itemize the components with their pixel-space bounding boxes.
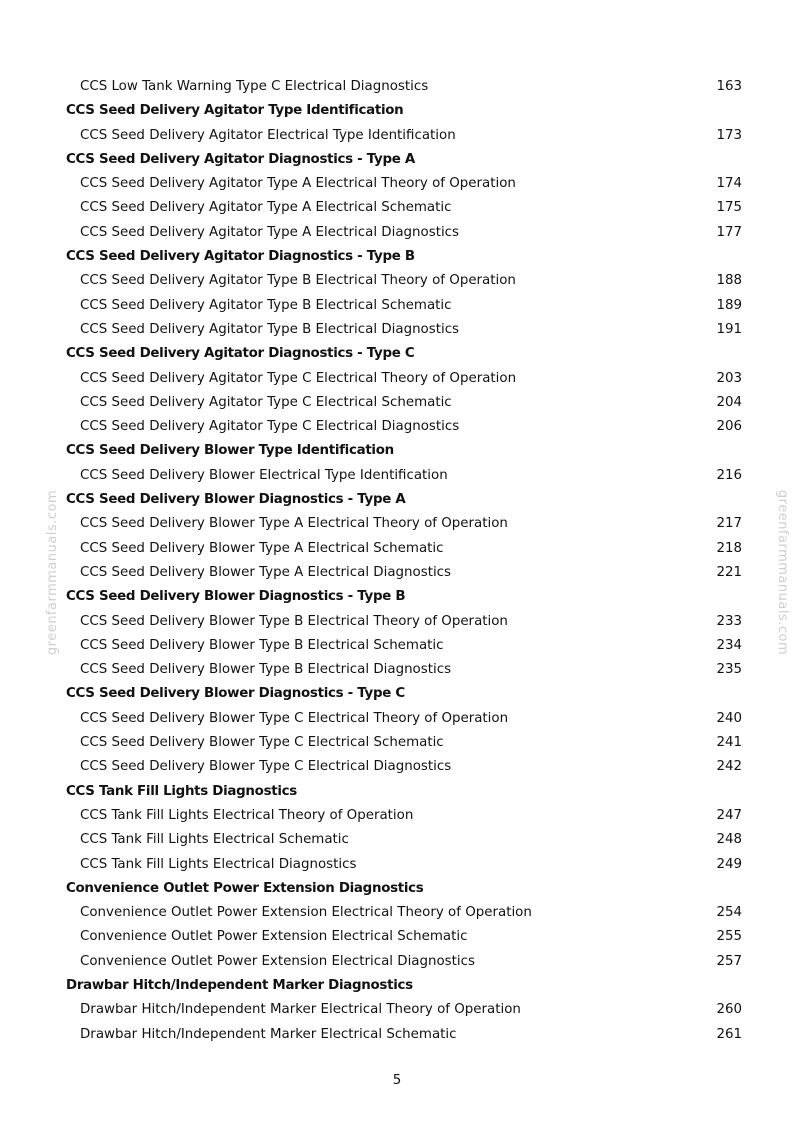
toc-page-number: 221: [716, 564, 742, 580]
toc-page-number: 249: [716, 856, 742, 872]
toc-page-number: 216: [716, 467, 742, 483]
toc-entry[interactable]: [66, 464, 742, 488]
toc-title: CCS Seed Delivery Blower Diagnostics - Type C: [66, 686, 405, 702]
toc-page-number: 254: [716, 905, 742, 921]
toc-entry[interactable]: [66, 731, 742, 755]
toc-title: CCS Seed Delivery Blower Type A Electrical Diagnostics: [80, 564, 452, 580]
toc-title: CCS Seed Delivery Agitator Diagnostics - Type A: [66, 151, 415, 167]
toc-page-number: 206: [716, 419, 742, 435]
toc-page-number: 163: [716, 79, 742, 94]
toc-title: Drawbar Hitch/Independent Marker Electrical Theory of Operation: [80, 1002, 521, 1018]
toc-section-heading: [66, 877, 742, 901]
toc-page-number: 203: [716, 370, 742, 386]
toc-entry[interactable]: [66, 561, 742, 585]
toc-title: CCS Seed Delivery Blower Type C Electrical Theory of Operation: [80, 710, 509, 726]
page-number: 5: [392, 1073, 402, 1088]
watermark-right: greenfarmmanuals.com: [775, 489, 791, 656]
toc-entry[interactable]: [66, 512, 742, 536]
toc-entry[interactable]: [66, 391, 742, 415]
toc-entry[interactable]: [66, 998, 742, 1022]
toc-page-number: 234: [716, 637, 742, 653]
toc-entry[interactable]: [66, 853, 742, 877]
toc-page-number: 247: [716, 807, 742, 823]
toc-title: CCS Seed Delivery Agitator Type A Electrical Diagnostics: [80, 224, 460, 240]
toc-entry[interactable]: [66, 75, 742, 99]
toc-entry[interactable]: [66, 610, 742, 634]
toc-title: CCS Seed Delivery Blower Diagnostics - Type B: [66, 589, 406, 605]
toc-page-number: 188: [716, 273, 742, 289]
toc-title: Convenience Outlet Power Extension Diagnostics: [66, 880, 424, 896]
toc-title: CCS Seed Delivery Blower Type B Electrical Diagnostics: [80, 662, 452, 678]
toc-entry[interactable]: [66, 172, 742, 196]
toc-title: CCS Seed Delivery Agitator Type B Electrical Schematic: [80, 297, 452, 313]
toc-entry[interactable]: [66, 269, 742, 293]
toc-title: CCS Seed Delivery Agitator Electrical Type Identification: [80, 127, 456, 143]
toc-section-heading: [66, 439, 742, 463]
toc-title: CCS Seed Delivery Blower Type C Electrical Schematic: [80, 735, 444, 751]
toc-entry[interactable]: [66, 658, 742, 682]
toc-page-number: 233: [716, 613, 742, 629]
toc-page-number: 248: [716, 832, 742, 848]
toc-page-number: 189: [716, 297, 742, 313]
toc-entry[interactable]: [66, 318, 742, 342]
toc-page-number: 261: [716, 1026, 742, 1042]
toc-title: CCS Seed Delivery Blower Electrical Type Identification: [80, 467, 448, 483]
toc-title: CCS Seed Delivery Blower Type B Electrical Theory of Operation: [80, 613, 508, 629]
toc-page-number: 218: [716, 540, 742, 556]
toc-page-number: 217: [716, 516, 742, 532]
toc-title: CCS Seed Delivery Agitator Type B Electrical Theory of Operation: [80, 273, 516, 289]
toc-section-heading: [66, 99, 742, 123]
toc-title: CCS Tank Fill Lights Diagnostics: [66, 783, 297, 799]
toc-page-number: 240: [716, 710, 742, 726]
toc-page-number: 173: [716, 127, 742, 143]
toc-page-number: 241: [716, 735, 742, 751]
toc-section-heading: [66, 682, 742, 706]
toc-entry[interactable]: [66, 196, 742, 220]
toc-title: CCS Seed Delivery Agitator Type C Electrical Schematic: [80, 394, 452, 410]
toc-title: CCS Seed Delivery Agitator Diagnostics - Type C: [66, 346, 415, 362]
toc-title: Convenience Outlet Power Extension Electrical Theory of Operation: [80, 905, 532, 921]
toc-title: CCS Tank Fill Lights Electrical Schematic: [80, 832, 349, 848]
toc-entry[interactable]: [66, 828, 742, 852]
toc-title: CCS Seed Delivery Blower Type A Electrical Schematic: [80, 540, 444, 556]
toc-title: CCS Seed Delivery Blower Diagnostics - Type A: [66, 492, 406, 508]
toc-entry[interactable]: [66, 707, 742, 731]
toc-title: CCS Seed Delivery Agitator Type B Electrical Diagnostics: [80, 321, 460, 337]
toc-title: Drawbar Hitch/Independent Marker Diagnostics: [66, 977, 413, 993]
toc-entry[interactable]: [66, 634, 742, 658]
toc-page-number: 191: [716, 321, 742, 337]
toc-section-heading: [66, 342, 742, 366]
toc-title: CCS Seed Delivery Blower Type A Electrical Theory of Operation: [80, 516, 508, 532]
toc-title: CCS Seed Delivery Agitator Type C Electrical Diagnostics: [80, 419, 460, 435]
toc-title: CCS Seed Delivery Agitator Type Identification: [66, 103, 404, 119]
toc-page-number: 174: [716, 176, 742, 192]
toc-title: CCS Seed Delivery Agitator Diagnostics - Type B: [66, 249, 415, 265]
toc-title: CCS Seed Delivery Blower Type B Electrical Schematic: [80, 637, 444, 653]
toc-entry[interactable]: [66, 415, 742, 439]
toc-entry[interactable]: [66, 755, 742, 779]
toc-section-heading: [66, 974, 742, 998]
toc-section-heading: [66, 585, 742, 609]
toc-entry[interactable]: [66, 901, 742, 925]
toc-title: CCS Seed Delivery Agitator Type A Electrical Theory of Operation: [80, 176, 516, 192]
toc-title: CCS Seed Delivery Blower Type Identification: [66, 443, 394, 459]
toc-page-number: 175: [716, 200, 742, 216]
watermark-left: greenfarmmanuals.com: [45, 489, 61, 656]
toc-title: CCS Seed Delivery Agitator Type C Electrical Theory of Operation: [80, 370, 517, 386]
toc-title: CCS Low Tank Warning Type C Electrical Diagnostics: [80, 79, 429, 94]
toc-entry[interactable]: [66, 537, 742, 561]
toc-section-heading: [66, 488, 742, 512]
toc-entry[interactable]: [66, 124, 742, 148]
toc-section-heading: [66, 148, 742, 172]
toc-entry[interactable]: [66, 1023, 742, 1047]
toc-entry[interactable]: [66, 294, 742, 318]
toc-page-number: 177: [716, 224, 742, 240]
toc-entry[interactable]: [66, 925, 742, 949]
toc-entry[interactable]: [66, 367, 742, 391]
table-of-contents: [66, 75, 742, 1047]
toc-entry[interactable]: [66, 950, 742, 974]
toc-title: Drawbar Hitch/Independent Marker Electrical Schematic: [80, 1026, 457, 1042]
toc-title: Convenience Outlet Power Extension Electrical Schematic: [80, 929, 468, 945]
toc-page-number: 235: [716, 662, 742, 678]
toc-page-number: 242: [716, 759, 742, 775]
toc-title: CCS Seed Delivery Agitator Type A Electrical Schematic: [80, 200, 452, 216]
toc-entry[interactable]: [66, 221, 742, 245]
toc-page-number: 255: [716, 929, 742, 945]
toc-page-number: 257: [716, 953, 742, 969]
toc-page-number: 260: [716, 1002, 742, 1018]
toc-section-heading: [66, 245, 742, 269]
toc-title: CCS Seed Delivery Blower Type C Electrical Diagnostics: [80, 759, 452, 775]
toc-title: Convenience Outlet Power Extension Electrical Diagnostics: [80, 953, 475, 969]
toc-title: CCS Tank Fill Lights Electrical Theory of Operation: [80, 807, 414, 823]
toc-title: CCS Tank Fill Lights Electrical Diagnostics: [80, 856, 357, 872]
toc-section-heading: [66, 780, 742, 804]
toc-page-number: 204: [716, 394, 742, 410]
toc-entry[interactable]: [66, 804, 742, 828]
